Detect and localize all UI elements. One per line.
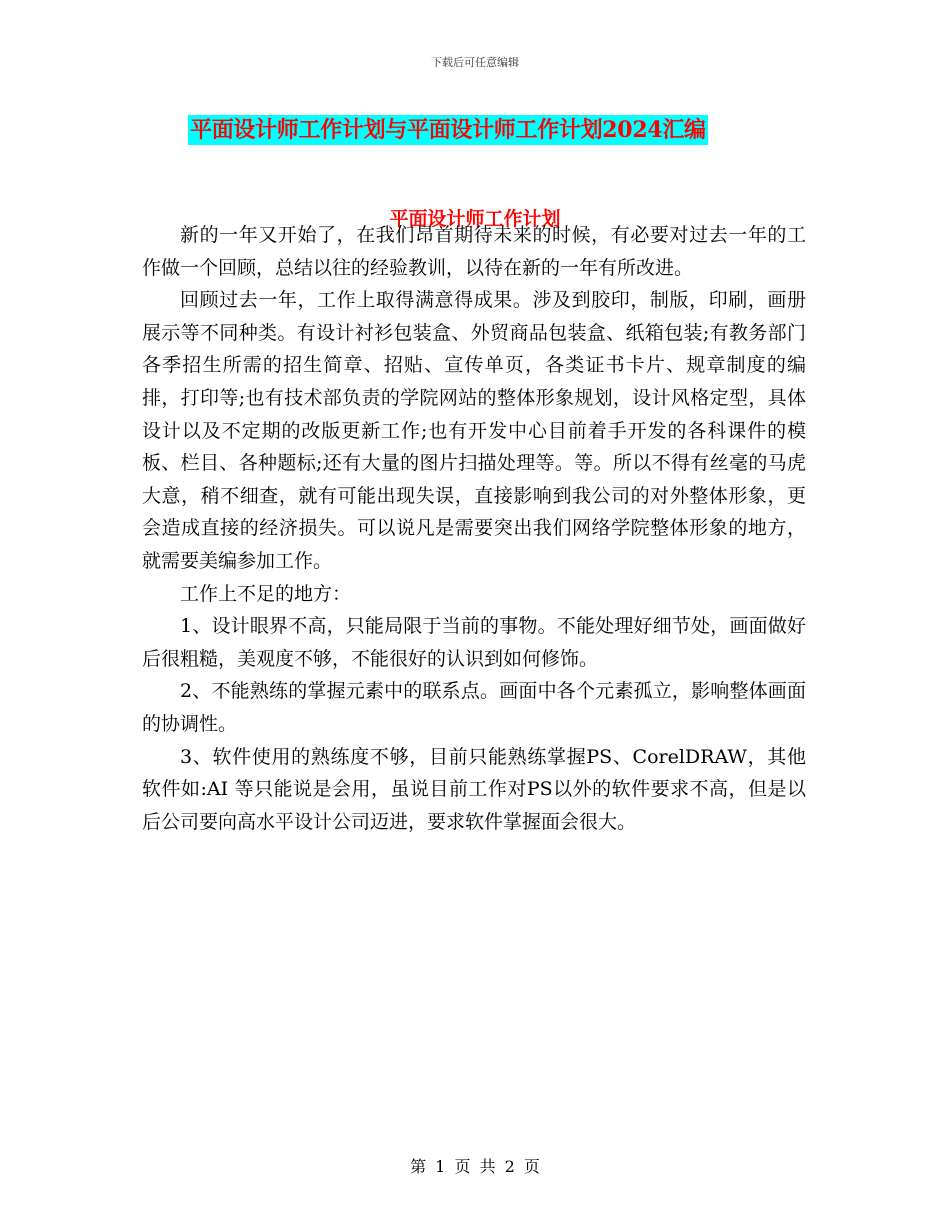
paragraph: 3、软件使用的熟练度不够，目前只能熟练掌握PS、CorelDRAW，其他软件如:AI 等只能说是会用，虽说目前工作对PS以外的软件要求不高，但是以后公司要向高水平设计公司迈进，要求软件掌握面会很大。 (142, 745, 806, 833)
paragraph: 2、不能熟练的掌握元素中的联系点。画面中各个元素孤立，影响整体画面的协调性。 (142, 680, 806, 735)
section-title: 平面设计师工作计划 (389, 208, 561, 230)
header-note: 下载后可任意编辑 (431, 56, 519, 69)
document-title: 平面设计师工作计划与平面设计师工作计划2024汇编 (190, 117, 706, 143)
paragraph: 1、设计眼界不高，只能局限于当前的事物。不能处理好细节处，画面做好后很粗糙，美观度不够，不能很好的认识到如何修饰。 (142, 615, 806, 670)
paragraph: 回顾过去一年，工作上取得满意得成果。涉及到胶印，制版，印刷，画册展示等不同种类。有设计衬衫包装盒、外贸商品包装盒、纸箱包装;有教务部门各季招生所需的招生简章、招贴、宣传单页，各类证书卡片、规章制度的编排，打印等;也有技术部负责的学院网站的整体形象规划，设计风格定型，具体设计以及不定期的改版更新工作;也有开发中心目前着手开发的各科课件的模板、栏目、各种题标;还有大量的图片扫描处理等。等。所以不得有丝毫的马虎大意，稍不细查，就有可能出现失误，直接影响到我公司的对外整体形象，更会造成直接的经济损失。可以说凡是需要突出我们网络学院整体形象的地方，就需要美编参加工作。 (142, 289, 806, 572)
document-body (142, 219, 806, 838)
paragraph: 工作上不足的地方： (180, 582, 352, 605)
paragraph: 新的一年又开始了，在我们昂首期待未来的时候，有必要对过去一年的工作做一个回顾，总结以往的经验教训，以待在新的一年有所改进。 (142, 224, 806, 279)
page-number-footer: 第 1 页 共 2 页 (410, 1157, 540, 1176)
